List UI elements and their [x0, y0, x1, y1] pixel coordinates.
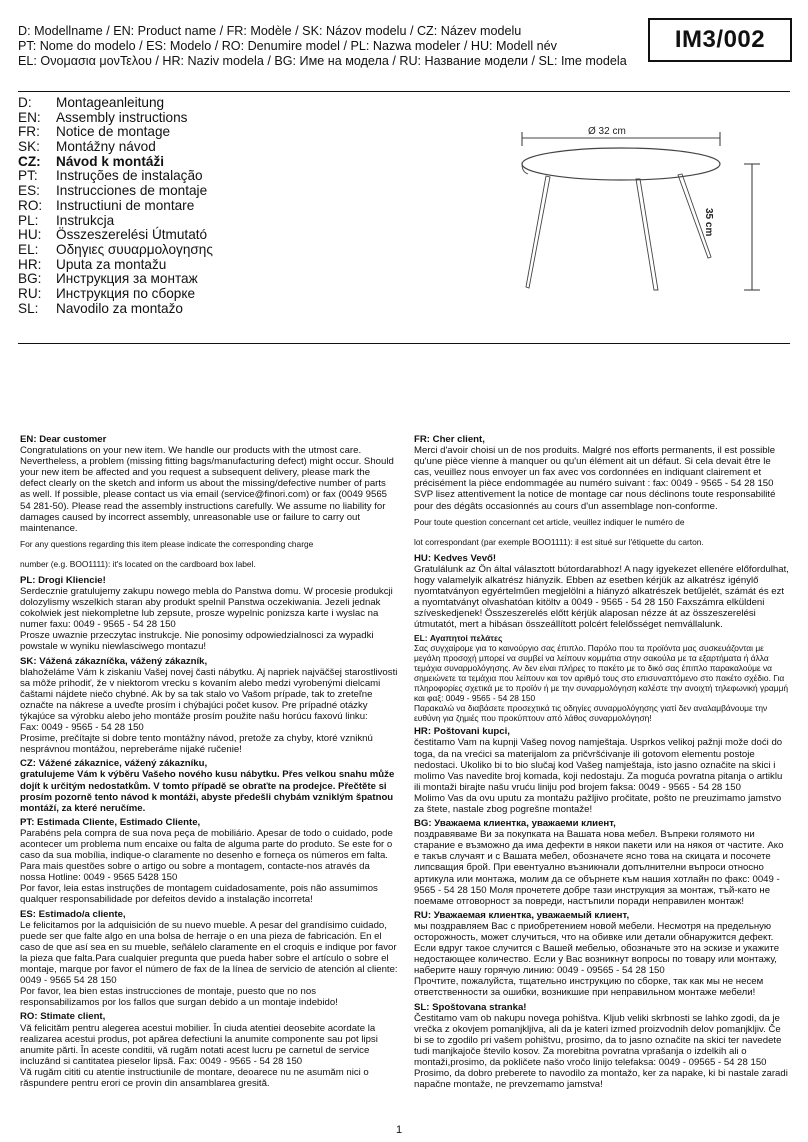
notice-es: ES: Estimado/a cliente, Le felicitamos por la adquisición de su nuevo mueble. A pesar del grandísimo cuidado, puede ser que falte algo en una bolsa de herraje o en una pieza de fabricación. En el caso de que así sea en su mueble, señálelo claramente en el croquis e indique por favor la pieza que falta.Para cualquier pregunta que pueda haber sobre el artículo o sobre el montaje, marque por favor el número de fax de la línea de servicio de atención al cliente: 0049 - 9565 54 28 150 Por favor, lea bien estas instrucciones de montaje, puesto que no nos responsabilizamos por los fallos que surgan debido a un montaje indebido! [20, 908, 398, 1009]
header-line: EL: Ονομασια μονΤελου / HR: Naziv modela / BG: Име на модела / RU: Название модели / SL: Ime modela [18, 54, 627, 69]
header-line: PT: Nome do modelo / ES: Modelo / RO: Denumire model / PL: Nazwa modeler / HU: Modell név [18, 39, 557, 54]
notice-ru: RU: Уважаемая клиентка, уважаемый клиент, мы поздравляем Вас с приобретением новой мебели. Несмотря на предельную осторожность, может случиться, что на обивке или детали обнаружится дефект. Если вдруг такое случится с Вашей мебелью, обозначьте это на эскизе и укажите недостающее количество. Если у Вас возникнут вопросы по товару или монтажу, наберите нашу горячую линию: 0049 - 09565 - 54 28 150 Прочтите, пожалуйста, тщательно инструкцию по сборке, так как мы не несем ответственности за ошибки, возникшие при неправильном монтаже мебели! [414, 909, 780, 999]
model-code-box [648, 18, 792, 62]
language-row: CZ: Návod k montáži [18, 153, 165, 169]
language-row: FR: Notice de montage [18, 124, 171, 140]
side-table-drawing [508, 112, 770, 298]
table-top [522, 148, 720, 180]
table-leg [636, 179, 658, 290]
notice-el: EL: Αγαπητοί πελάτες Σας συγχαίρομε για το καινούργιο σας έπιπλο. Παρόλο που τα προϊόντα μας συσκευάζονται με μεγάλη προσοχή μπορεί να συμβεί να λείπουν κομμάτια στην σακούλα με τα εξαρτήματα ή άλλα τεμάχια συναρμολόγησης. Αν δεν είναι πλήρες το πακέτο με το δικό σας έπιπλο παρακαλούμε να σημειώνετε τα τεμάχια που λείπουν και τον αριθμό τους στο επισυναπτόμενο στο πακέτο σχέδιο. Για πληροφορίες σχετικά με το προϊόν ή με την συναρμολόγηση καλέστε την ανοιχτή τηλεφωνική γραμμή και φαξ: 0049 - 9565 - 54 28 150 Παρακαλώ να διαβάσετε προσεχτικά τις οδηγίες συναρμολόγησης γιατί δεν αναλαμβάνουμε την ευθύνη για ζημιές που προκύπτουν από λάθος συναρμολόγηση! [414, 633, 789, 724]
model-code: IM3/002 [674, 26, 766, 53]
notice-en: EN: Dear customer Congratulations on your new item. We handle our products with the utmost care. Nevertheless, a problem (missing fitting bags/manufacturing defect) might occur. Should your new item be affected and you request a subsequent delivery, please mark the defect clearly on the sketch and inform us about the missing/defective number of parts as well. If possible, please contact us via email (service@finori.com) or fax (0049 9565 54 281-50). Please read the assembly instructions carefully. We assume no liability for damages caused by incorrect assembly, unreasonable use or failure to carry out maintenance. [20, 434, 394, 534]
notice-pt: PT: Estimada Cliente, Estimado Cliente, Parabéns pela compra de sua nova peça de mobiliário. Apesar de todo o cuidado, pode acontecer um problema num encaixe ou falta de alguma parte do produto. Se este for o caso da sua mobília, indique-o claramente no desenho e forneça os números em falta. Para mais questões sobre o artigo ou sobre a montagem, contacte-nos através da nossa Hotline: 0049 - 9565 5428 150 Por favor, leia estas instruções de montagem cuidadosamente, pois não assumimos qualquer responsabilidade por defeitos devido a instalação incorreta! [20, 816, 393, 906]
divider [18, 91, 790, 92]
header-line: D: Modellname / EN: Product name / FR: Modèle / SK: Názov modelu / CZ: Název modelu [18, 24, 522, 38]
language-row: SL: Navodilo za montažo [18, 300, 183, 316]
language-row: HR: Uputa za montažu [18, 256, 167, 272]
page-number: 1 [396, 1124, 403, 1136]
language-row: SK: Montážny návod [18, 139, 156, 155]
table-leg [526, 176, 550, 288]
notice-sl: SL: Spoštovana stranka! Čestitamo vam ob nakupu novega pohištva. Kljub veliki skrbnosti se lahko zgodi, da je vrečka z okovjem pomanjkljiva, ali da je kateri izmed proizvodnih delov pomanjkljiv. Če bi se to zgodilo pri vašem pohištvu, prosimo, da to jasno označite na skici ter navedete tudi manjkajoče število kosov. Za morebitna povratna vprašanja o izdelkih ali o montaži,prosimo, da pokličete našo vročo linijo telefaksa: 0049 - 09565 - 54 28 150 Prosimo, da dobro preberete to navodilo za montažo, ker za napake, ki bi nastale zaradi napačne montaže, ne prevzemamo jamstva! [414, 1001, 788, 1091]
notice-sk: SK: Vážená zákazníčka, vážený zákazník, blahoželáme Vám k ziskaniu Vašej novej časti nábytku. Aj napriek najväčšej starostlivosti sa môže prihodiť, že v niektorom vrecku s kovaním alebo medzi vyrobenými dielcami čaštami nájdete niečo chybné. Ak by sa tak stalo vo Vašom prípade, tak to zreteľne označte na nákrese a uveďte prosím i chýbajúci počet kusov. Pre prípadné otázky týkajúce sa výrobku alebo jeho montáže prosím použite našu horúcu faxovú linku: Fax: 0049 - 9565 - 54 28 150 Prosime, prečítajte si dobre tento montážny návod, pretože za chyby, ktoré vzniknú nesprávnou montážou, nepreberáme nijaké ručenie! [20, 655, 398, 756]
language-row: EN: Assembly instructions [18, 109, 188, 125]
customer-notices-right [414, 434, 790, 1093]
notice-hr: HR: Poštovani kupci, čestitamo Vam na kupnji Vašeg novog namještaja. Usprkos velikoj pažnji može doći do toga, da na vrećici sa materijalom za pričvršćivanje ili gotovom elementu postoje nedostaci. Ukoliko bi to bio slučaj kod Vašeg namještaja, isto jasno označite na skici i molimo Vas navedite broj komada, koji nedostaju. Za moguća povratna pitanja o artiklu ili montaži birajte našu vruću liniju pod brojem faksa: 0049 - 9565 - 54 28 150 Molimo Vas da ovu uputu za montažu pažljivo pročitate, pošto ne preuzimamo jamstvo za štete, nastale zbog pogrešne montaže! [414, 726, 783, 815]
language-row: HU: Összeszerelési Útmutató [18, 227, 208, 243]
notice-pl: PL: Drogi Kliencie! Serdecznie gratulujemy zakupu nowego mebla do Panstwa domu. W procesie produkcji dolozylismy wszelkich staran aby produkt spelnil Panstwa oczekiwania. Jezeli jednak cokolwiek jest niekompletne lub zepsute, prosze wypelnic ponizsza karte i wyslac na numer faxu: 0049 - 9565 - 54 28 150 Prosze uwaznie przeczytac instrukcje. Nie ponosimy odpowiedzialnosci za wypadki powstale w wyniku niewlasciwego montazu! [20, 574, 393, 653]
notice-hu: HU: Kedves Vevő! Gratulálunk az Ön által választott bútordarabhoz! A nagy igyekezet ellenére előfordulhat, hogy valamelyik alkatrész hiányzik. Ebben az esetben kérjük az alkatrész igénylő nyomtatványon egyértelműen megjelölni a hiányzó alkatrészek betűjelét, számát és ezt a nyomtatványt olvashatóan kitöltv a 0049 - 9565 - 54 28 150 Faxszámra elküldeni szíveskedjenek! Összeszerelés előtt kérjük alaposan nézze át az összeszerelési útmutatót, mert a hibásan összeállított polcért felelősséget nemvállalunk. [414, 552, 789, 631]
divider [18, 343, 790, 344]
height-label: 35 cm [703, 208, 714, 237]
language-row: RU: Инструкция по сборке [18, 285, 196, 301]
language-row: PL: Instrukcja [18, 212, 115, 228]
language-row: BG: Инструкция за монтаж [18, 271, 198, 287]
diameter-label: Ø 32 cm [588, 126, 626, 137]
notice-fr: FR: Cher client, Merci d'avoir choisi un de nos produits. Malgré nos efforts permanents, il est possible qu'une pièce vienne à manquer ou qu'un élément ait un défaut. Si cela devait être le cas, veuillez nous envoyer un fax avec vos cordonnées en indiquant clairement et précisément la pièce endommagée au numéro suivant : fax: 0049 - 9565 - 54 28 150 SVP lisez attentivement la notice de montage car nous déclinons toute responsabilité pour des dégâts occasionnés au cours d'un assemblage non-conforme. [414, 434, 776, 512]
notice-bg: BG: Уважаема клиентка, уважаеми клиент, поздравяваме Ви за покупката на Вашата нова мебел. Въпреки голямото ни старание е възможно да има дефекти в някои пакети или на някоя от частите. Ако е такъв случаят и с Вашата мебел, обозначете ясно това на скицата и посочете липсващия брой. При евентуално възникнали допълнителни въпроси относно артикула или монтажа, молим да се обърнете към нашия хотлайн по факс: 0049 - 9565 - 54 28 150 Моля прочетете добре тази инструкция за монтаж, тъй-като не поемаме отговорност за повреди, настъпили поради неправилен монтаж! [414, 818, 784, 907]
customer-notices-left [20, 434, 398, 1092]
assembly-instructions-languages [18, 96, 213, 316]
language-row: RO: Instructiuni de montare [18, 197, 195, 213]
language-row: D: Montageanleitung [18, 95, 165, 110]
notice-en-charge-note: For any questions regarding this item please indicate the corresponding charge number (e.g. BOO1111): it's located on the cardboard box label. [20, 538, 314, 569]
language-row: EL: Οδηγιες συυαρμολογησης [18, 241, 213, 257]
notice-ro: RO: Stimate client, Vă felicităm pentru alegerea acestui mobilier. În ciuda atentiei deosebite acordate la realizarea acestui produs, pot apărea defectiuni la anumite componente sau pot lipsi anumite părti. În aceste conditii, vă rugăm notati acest lucru pe carnetul de service incluzând si cantitatea pieselor lipsă. Fax: 0049 - 9565 - 54 28 150 Vă rugăm cititi cu atentie instructiunile de montare, deoarece nu ne asumăm nici o răspundere pentru erori ce provin din ansamblarea gresită. [20, 1011, 378, 1089]
language-row: ES: Instrucciones de montaje [18, 183, 208, 199]
product-name-header [18, 24, 628, 70]
notice-fr-lot-note: Pour toute question concernant cet article, veuillez indiquer le numéro de lot correspondant (par exemple BOO1111): il est situé sur l'étiquette du carton. [414, 516, 704, 547]
notice-cz: CZ: Vážené zákaznice, vážený zákazníku, gratulujeme Vám k výběru Vašeho nového kusu nábytku. Přes velkou snahu může dojít k určitým nedostatkům. V tomto případě se obraťte na prodejce. Přečtěte si prosím pozorně tento návod k montáži, abyste předešli chybám vzniklým špatnou montáží, za které neručíme. [20, 758, 395, 814]
language-row: PT: Instruções de instalação [18, 168, 203, 184]
